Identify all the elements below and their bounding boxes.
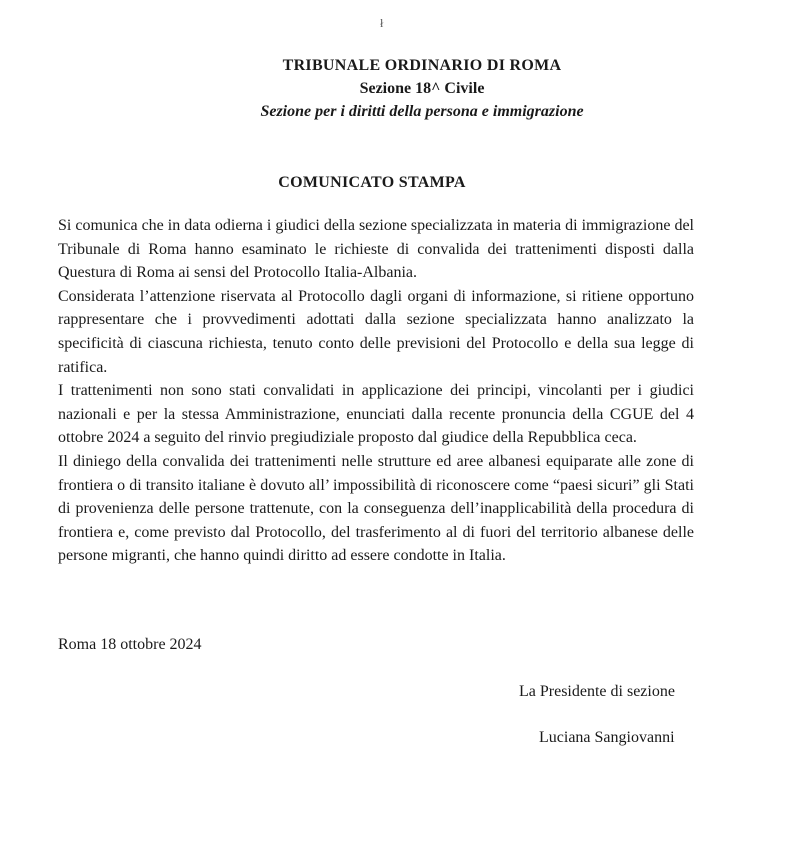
section-name: Sezione 18^ Civile — [359, 80, 485, 97]
document-title: COMUNICATO STAMPA — [278, 174, 466, 191]
paragraph: I trattenimenti non sono stati convalidati in applicazione dei principi, vincolanti per i giudici nazionali e per la stessa Amministrazione, enunciati dalla recente pronuncia della CGUE del 4 ottobre 2024 a seguito del rinvio pregiudiziale proposto dal giudice della Repubblica ceca. — [58, 382, 694, 447]
scan-mark: ł — [380, 16, 384, 30]
signature-role: La Presidente di sezione — [519, 683, 675, 700]
document-body — [58, 214, 694, 568]
paragraph: Il diniego della convalida dei trattenimenti nelle strutture ed aree albanesi equiparate alle zone di frontiera o di transito italiane è dovuto all’ impossibilità di riconoscere come “paesi sicuri” gli Stati di provenienza delle persone trattenute, con la conseguenza dell’inapplicabilità della procedura di frontiera e, come previsto dal Protocollo, del trasferimento al di fuori del territorio albanese delle persone migranti, che hanno quindi diritto ad essere condotte in Italia. — [58, 452, 694, 565]
date-place: Roma 18 ottobre 2024 — [58, 636, 202, 653]
paragraph: Considerata l’attenzione riservata al Protocollo dagli organi di informazione, si ritiene opportuno rappresentare che i provvedimenti adottati dalla sezione specializzata hanno analizzato la specificità di ciascuna richiesta, tenuto conto delle previsioni del Protocollo e della sua legge di ratifica. — [58, 287, 694, 376]
signature-name: Luciana Sangiovanni — [539, 729, 675, 746]
court-name: TRIBUNALE ORDINARIO DI ROMA — [282, 57, 562, 74]
section-subtitle: Sezione per i diritti della persona e immigrazione — [260, 103, 584, 120]
paragraph: Si comunica che in data odierna i giudici della sezione specializzata in materia di immigrazione del Tribunale di Roma hanno esaminato le richieste di convalida dei trattenimenti disposti dalla Questura di Roma ai sensi del Protocollo Italia-Albania. — [58, 217, 694, 282]
